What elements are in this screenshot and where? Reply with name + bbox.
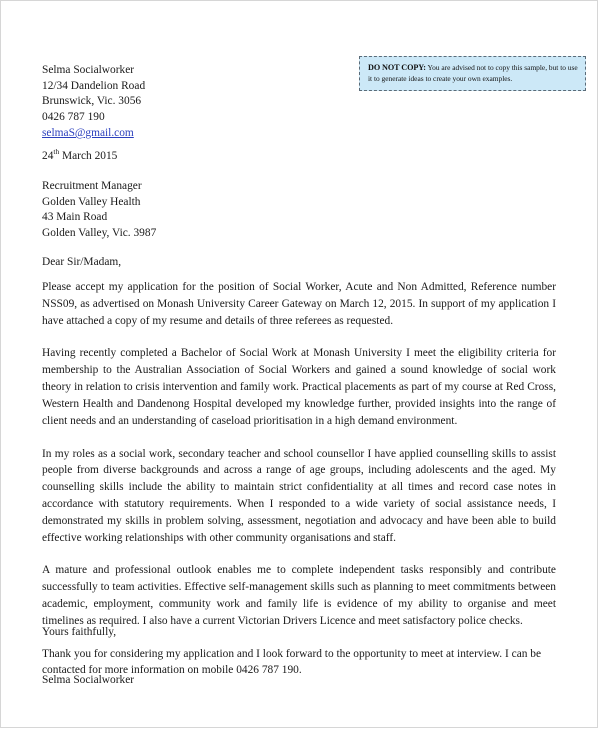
recipient-address-block — [42, 179, 302, 242]
recipient-line-4: Golden Valley, Vic. 3987 — [42, 227, 157, 240]
body-paragraph-2: Having recently completed a Bachelor of Social Work at Monash University I meet the eligibility criteria for membership to the Australian Association of Social Workers and gained a sound knowledge of social work theory in relation to crisis intervention and family work. Practical placements as part of my course at Red Cross, Western Health and Dandenong Hospital developed my knowledge further, provided insights into the range of client needs and an understanding of caseload prioritisation in a high demand environment. — [42, 347, 556, 427]
sender-email-link[interactable]: selmaS@gmail.com — [42, 126, 134, 139]
recipient-line-2: Golden Valley Health — [42, 195, 141, 208]
notice-label: DO NOT COPY: — [368, 63, 426, 72]
sender-street: 12/34 Dandelion Road — [42, 79, 146, 92]
do-not-copy-notice — [359, 56, 586, 91]
sender-address-block — [42, 63, 302, 142]
signature-name: Selma Socialworker — [42, 674, 135, 686]
date-rest: March 2015 — [59, 150, 118, 162]
date-day: 24 — [42, 150, 54, 162]
body-paragraph-1: Please accept my application for the position of Social Worker, Acute and Non Admitted, Reference number NSS09, as advertised on Monash University Career Gateway on March 12, 2015. In support of my application I have attached a copy of my resume and details of three referees as requested. — [42, 281, 556, 327]
sender-name: Selma Socialworker — [42, 64, 135, 76]
sender-city: Brunswick, Vic. 3056 — [42, 95, 142, 108]
sender-phone: 0426 787 190 — [42, 111, 105, 124]
closing-salutation: Yours faithfully, — [42, 626, 117, 638]
date-ordinal-suffix: th — [53, 147, 60, 157]
recipient-line-1: Recruitment Manager — [42, 180, 142, 192]
body-paragraph-4: A mature and professional outlook enables me to complete independent tasks responsibly and contribute successfully to team activities. Effective self-management skills such as planning to meet commitments between academic, employment, community work and family life is evidence of my ability to organise and meet timelines as required. I also have a current Victorian Drivers Licence and meet satisfactory police checks. — [42, 564, 556, 627]
letter-date — [42, 149, 117, 165]
body-paragraph-3: In my roles as a social work, secondary teacher and school counsellor I have applied counselling skills to assist people from diverse backgrounds and across a range of age groups, including adolescents and the aged. My counselling skills include the ability to maintain strict confidentiality at all times and record case notes in accordance with statutory requirements. When I responded to a wide variety of social assistance needs, I demonstrated my skills in problem solving, assessment, negotiation and advocacy and have been able to build effective working relationships with other community organisations and staff. — [42, 447, 556, 544]
letter-body — [42, 279, 556, 695]
salutation: Dear Sir/Madam, — [42, 256, 122, 268]
body-paragraph-5: Thank you for considering my application and I look forward to the opportunity to meet at interview. I can be contacted for more information on mobile 0426 787 190. — [42, 647, 542, 677]
notice-text: You are advised not to copy this sample, but to use it to generate ideas to create your own examples. — [368, 63, 578, 83]
recipient-line-3: 43 Main Road — [42, 211, 108, 224]
